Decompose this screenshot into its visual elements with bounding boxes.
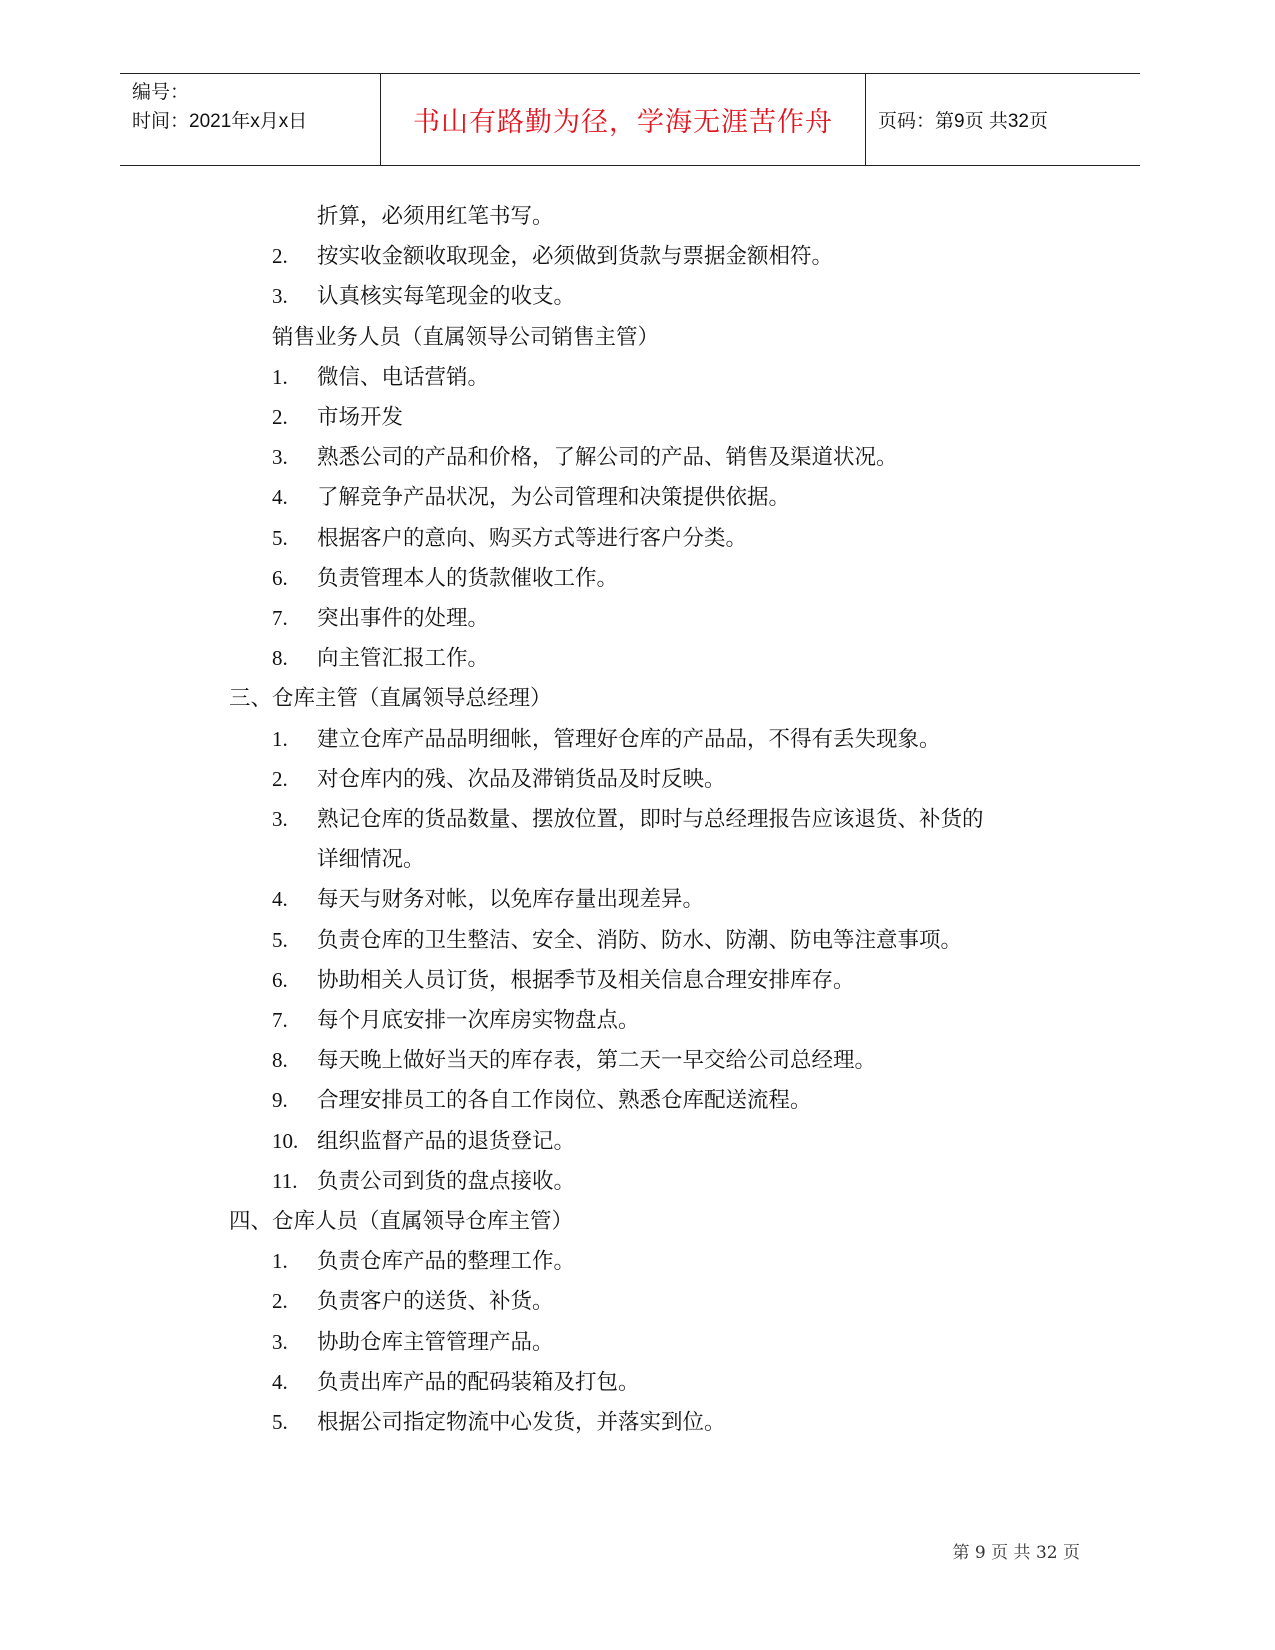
list-item-number: 6.: [272, 565, 288, 590]
list-item-number: 7.: [272, 606, 288, 630]
list-item-number: 1.: [272, 364, 288, 389]
section-heading-text: 四、仓库人员（直属领导仓库主管）: [229, 1209, 574, 1234]
list-item: [0, 518, 1275, 559]
list-item-number: 3.: [272, 807, 288, 831]
document-time-label: 时间：2021年x月x日: [132, 111, 308, 132]
list-item-number: 2.: [272, 766, 288, 791]
list-item-number: 2.: [272, 244, 288, 269]
list-item-text: 负责仓库产品的整理工作。: [317, 1249, 576, 1275]
header-page-label: 页码：第9页 共32页: [878, 111, 1048, 132]
section-heading-text: 三、仓库主管（直属领导总经理）: [229, 686, 552, 712]
list-item-number: 8.: [272, 1048, 288, 1073]
list-item: [0, 759, 1275, 800]
list-item: [0, 920, 1275, 961]
list-item-number: 7.: [272, 1008, 288, 1032]
list-item-text: 熟记仓库的货品数量、摆放位置，即时与总经理报告应该退货、补货的: [317, 807, 984, 832]
list-item-text: 详细情况。: [317, 847, 425, 873]
list-item: [0, 236, 1275, 277]
list-item: [0, 1241, 1275, 1282]
list-item-number: 1.: [272, 1249, 288, 1274]
list-item: [0, 357, 1275, 398]
list-item-number: 4.: [272, 887, 288, 912]
list-item-text: 协助相关人员订货，根据季节及相关信息合理安排库存。: [317, 967, 855, 993]
list-item: [0, 558, 1275, 599]
list-item-text: 负责出库产品的配码装箱及打包。: [317, 1369, 640, 1395]
list-item-number: 3.: [272, 1329, 288, 1354]
list-item-text: 根据客户的意向、购买方式等进行客户分类。: [317, 525, 748, 551]
list-item-text: 协助仓库主管管理产品。: [317, 1329, 554, 1355]
section-heading: [0, 1201, 1275, 1242]
list-item-number: 1.: [272, 726, 288, 751]
list-item: [0, 1080, 1275, 1121]
list-item-text: 对仓库内的残、次品及滞销货品及时反映。: [317, 766, 726, 792]
list-item: [0, 1402, 1275, 1443]
header-table: [120, 73, 1140, 166]
list-item-continuation: [0, 839, 1275, 880]
list-item: [0, 437, 1275, 478]
list-item-text: 每个月底安排一次库房实物盘点。: [317, 1008, 640, 1033]
list-item-text: 负责仓库的卫生整洁、安全、消防、防水、防潮、防电等注意事项。: [317, 927, 963, 953]
list-item-continuation: [0, 196, 1275, 237]
list-item: [0, 598, 1275, 639]
list-item-text: 负责客户的送货、补货。: [317, 1289, 554, 1315]
list-item-number: 8.: [272, 646, 288, 671]
document-number-label: 编号：: [132, 82, 190, 103]
list-item: [0, 276, 1275, 317]
section-heading: [0, 678, 1275, 719]
list-item: [0, 1281, 1275, 1322]
list-item: [0, 960, 1275, 1001]
list-item: [0, 1362, 1275, 1403]
header-motto-cell: [381, 74, 866, 165]
list-item: [0, 879, 1275, 920]
list-item: [0, 799, 1275, 840]
header-motto: 书山有路勤为径，学海无涯苦作舟: [413, 107, 833, 138]
list-item-text: 认真核实每笔现金的收支。: [317, 284, 576, 310]
list-item-text: 突出事件的处理。: [317, 606, 490, 631]
list-item-number: 5.: [272, 1410, 288, 1434]
list-item-number: 9.: [272, 1088, 288, 1113]
list-item-text: 每天晚上做好当天的库存表，第二天一早交给公司总经理。: [317, 1048, 877, 1074]
list-item-text: 向主管汇报工作。: [317, 646, 490, 672]
list-item-text: 根据公司指定物流中心发货，并落实到位。: [317, 1410, 726, 1435]
list-item-text: 熟悉公司的产品和价格，了解公司的产品、销售及渠道状况。: [317, 445, 898, 471]
list-item-text: 组织监督产品的退货登记。: [317, 1128, 576, 1154]
list-item-text: 负责管理本人的货款催收工作。: [317, 565, 619, 591]
list-item-number: 2.: [272, 1289, 288, 1314]
list-item-text: 负责公司到货的盘点接收。: [317, 1168, 576, 1194]
list-item-number: 3.: [272, 445, 288, 470]
list-item: [0, 397, 1275, 438]
list-item-text: 按实收金额收取现金，必须做到货款与票据金额相符。: [317, 244, 834, 270]
list-item: [0, 1322, 1275, 1363]
list-item-text: 了解竞争产品状况，为公司管理和决策提供依据。: [317, 485, 791, 511]
list-item-number: 10.: [272, 1128, 299, 1153]
list-item-number: 3.: [272, 284, 288, 309]
list-item: [0, 1000, 1275, 1041]
list-item-text: 市场开发: [317, 405, 404, 430]
list-item: [0, 1161, 1275, 1202]
list-item-text: 每天与财务对帐，以免库存量出现差异。: [317, 887, 705, 913]
list-item: [0, 1121, 1275, 1162]
list-item-number: 5.: [272, 525, 288, 550]
list-item: [0, 638, 1275, 679]
list-item-number: 4.: [272, 485, 288, 510]
list-item-text: 微信、电话营销。: [317, 364, 490, 390]
list-item: [0, 1040, 1275, 1081]
list-item: [0, 719, 1275, 760]
list-item-text: 合理安排员工的各自工作岗位、熟悉仓库配送流程。: [317, 1088, 812, 1114]
header-page-cell: [866, 74, 1140, 165]
subsection-heading: [0, 317, 1275, 358]
subsection-heading-text: 销售业务人员（直属领导公司销售主管）: [272, 324, 660, 350]
list-item-number: 4.: [272, 1369, 288, 1394]
list-item-text: 建立仓库产品品明细帐，管理好仓库的产品品，不得有丢失现象。: [317, 726, 941, 752]
list-item-number: 2.: [272, 405, 288, 429]
page-footer: 第 9 页 共 32 页: [952, 1543, 1080, 1563]
list-item-number: 11.: [272, 1168, 298, 1193]
list-item-number: 5.: [272, 927, 288, 952]
header-meta-cell: [120, 74, 381, 165]
list-item-text: 折算，必须用红笔书写。: [317, 204, 554, 229]
list-item: [0, 477, 1275, 518]
list-item-number: 6.: [272, 967, 288, 992]
